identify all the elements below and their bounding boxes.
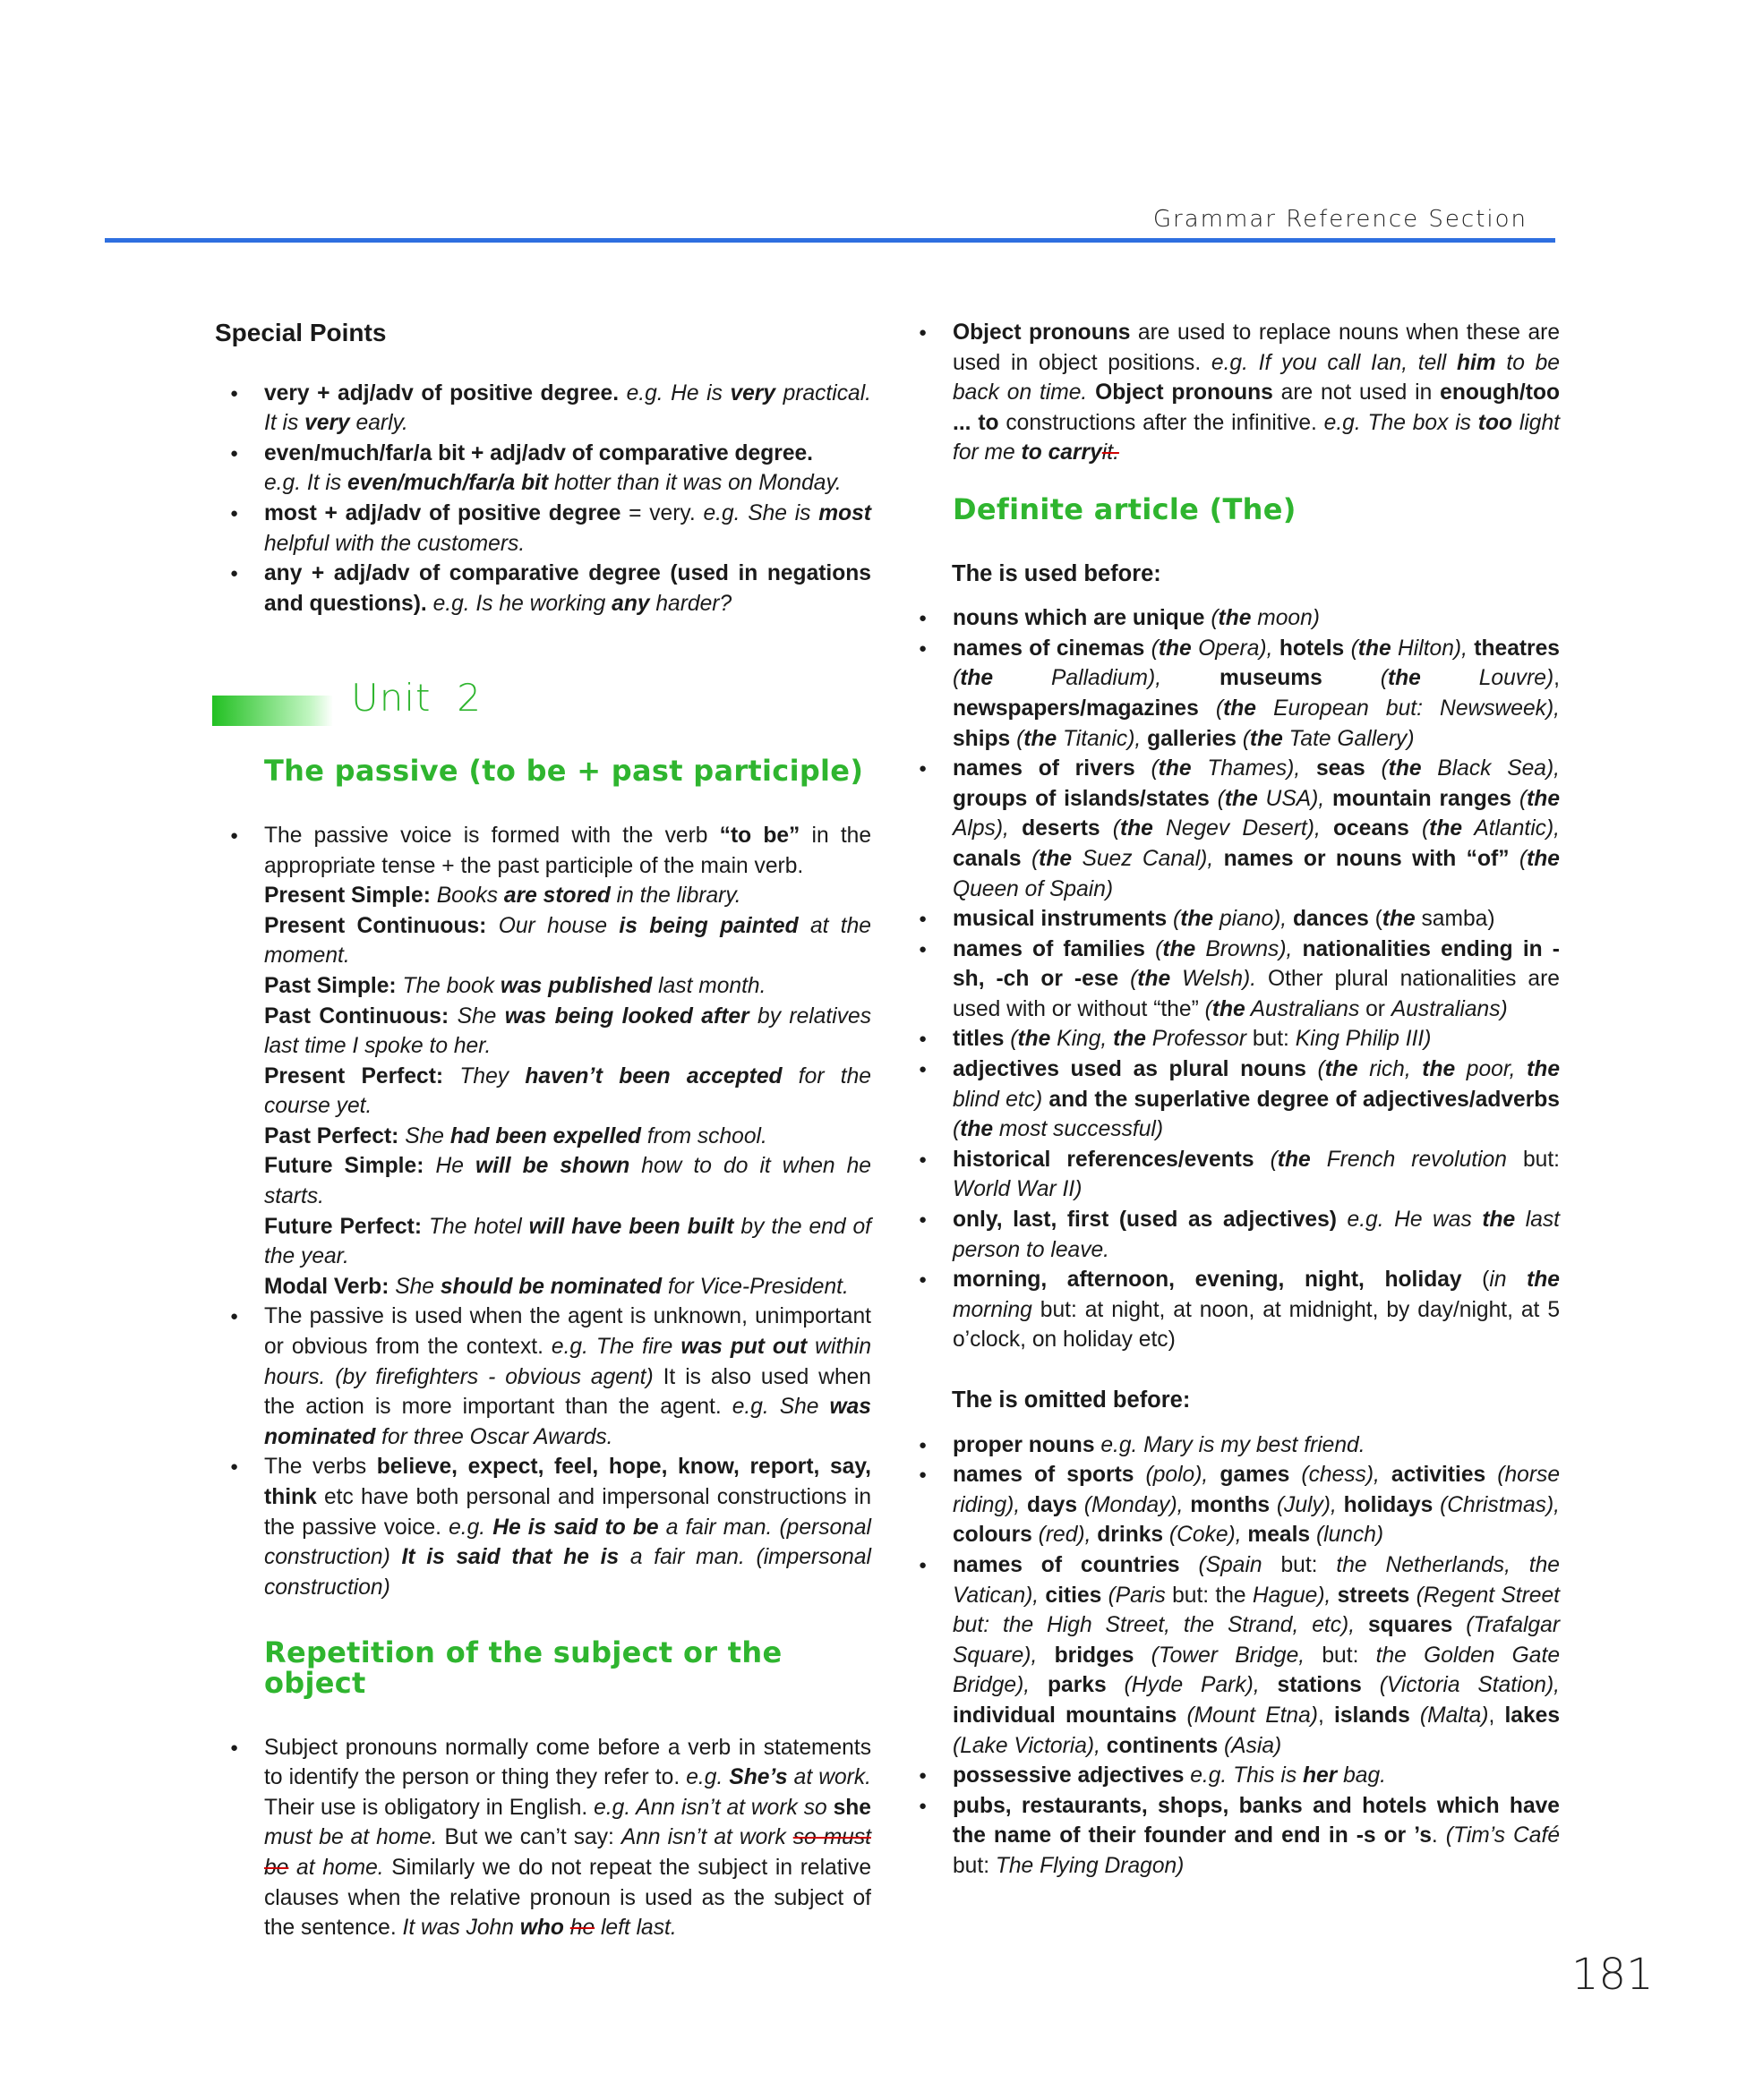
list-item: ● names of rivers (the Thames), seas (the Black Sea), groups of islands/states (the USA), mountain ranges (the Alps), deserts (the Negev Desert), oceans (the Atlantic), canals (the Suez Canal), names or nouns with “of” (the Queen of Spain) <box>903 754 1560 904</box>
repetition-heading: Repetition of the subject or the object <box>264 1635 783 1700</box>
tense-example: Present Continuous: Our house is being painted at the moment. <box>264 913 871 969</box>
list-item: ● most + adj/adv of positive degree = very. e.g. She is most helpful with the customers. <box>215 499 871 559</box>
omitted-before-label: The is omitted before: <box>952 1387 1191 1413</box>
list-item: ● nouns which are unique (the moon) <box>903 603 1560 634</box>
unit-title: Unit 2 <box>351 676 482 721</box>
tense-example: Past Perfect: She had been expelled from school. <box>264 1123 767 1148</box>
unit-banner <box>212 676 871 737</box>
passive-list <box>215 821 871 1602</box>
list-item: ● any + adj/adv of comparative degree (used in negations and questions). e.g. Is he working any harder? <box>215 559 871 619</box>
list-item: ● The verbs believe, expect, feel, hope, know, report, say, think etc have both personal and impersonal constructions in the passive voice. e.g. He is said to be a fair man. (personal construction) It is said that he is a fair man. (impersonal construction) <box>215 1452 871 1602</box>
tense-example: Future Simple: He will be shown how to do it when he starts. <box>264 1154 871 1209</box>
struck-out-text: so must be <box>264 1825 871 1880</box>
special-points-list <box>215 379 871 619</box>
tense-example: Past Continuous: She was being looked after by relatives last time I spoke to her. <box>264 1003 871 1059</box>
passive-heading: The passive (to be + past participle) <box>264 754 864 789</box>
header-rule <box>105 238 1555 243</box>
list-item: ● pubs, restaurants, shops, banks and hotels which have the name of their founder and end in -s or ’s. (Tim’s Café but: The Flying Dragon) <box>903 1791 1560 1882</box>
tense-example: Present Perfect: They haven’t been accepted for the course yet. <box>264 1063 871 1119</box>
list-item: ● Object pronouns are used to replace nouns when these are used in object positions. e.g. If you call Ian, tell him to be back on time. Object pronouns are not used in enough/too ... to constructions after the infinitive. e.g. The box is too light for me to carryit. <box>903 318 1560 468</box>
list-item: ● morning, afternoon, evening, night, holiday (in the morning but: at night, at noon, at midnight, by day/night, at 5 o’clock, on holiday etc) <box>903 1265 1560 1355</box>
list-item: ● names of families (the Browns), nationalities ending in -sh, -ch or -ese (the Welsh). Other plural nationalities are used with or without “the” (the Australians or Australians) <box>903 935 1560 1025</box>
page-number: 181 <box>1571 1950 1654 2000</box>
section-header-title: Grammar Reference Section <box>1152 206 1528 233</box>
tense-example: Modal Verb: She should be nominated for Vice-President. <box>264 1274 849 1299</box>
right-column <box>903 318 1560 1882</box>
tense-example: Past Simple: The book was published last month. <box>264 973 766 998</box>
used-before-label: The is used before: <box>952 560 1161 586</box>
object-pronouns-list <box>903 318 1560 468</box>
list-item: ● Subject pronouns normally come before a verb in statements to identify the person or thing they refer to. e.g. She’s at work. Their use is obligatory in English. e.g. Ann isn’t at work so she must be at home. But we can’t say: Ann isn’t at work so must be at home. Similarly we do not repeat the subject in relative clauses when the relative pronoun is used as the subject of the sentence. It was John who he left last. <box>215 1733 871 1943</box>
tense-example: Present Simple: Books are stored in the library. <box>264 884 741 909</box>
list-item: ● even/much/far/a bit + adj/adv of comparative degree. e.g. It is even/much/far/a bit hotter than it was on Monday. <box>215 439 871 499</box>
list-item: ● names of cinemas (the Opera), hotels (the Hilton), theatres (the Palladium), museums (the Louvre), newspapers/magazines (the European but: Newsweek), ships (the Titanic), galleries (the Tate Gallery) <box>903 634 1560 754</box>
unit-gradient-bar <box>212 696 333 726</box>
list-item: ● musical instruments (the piano), dances (the samba) <box>903 904 1560 935</box>
list-item: ● titles (the King, the Professor but: King Philip III) <box>903 1024 1560 1054</box>
list-item: ● historical references/events (the French revolution but: World War II) <box>903 1145 1560 1205</box>
omitted-before-list <box>903 1430 1560 1882</box>
list-item: ● names of countries (Spain but: the Netherlands, the Vatican), cities (Paris but: the Hague), streets (Regent Street but: the High Street, the Strand, etc), squares (Trafalgar Square), bridges (Tower Bridge, but: the Golden Gate Bridge), parks (Hyde Park), stations (Victoria Station), individual mountains (Mount Etna), islands (Malta), lakes (Lake Victoria), continents (Asia) <box>903 1550 1560 1761</box>
special-points-heading: Special Points <box>215 319 387 346</box>
repetition-list <box>215 1733 871 1943</box>
list-item: ● very + adj/adv of positive degree. e.g. He is very practical. It is very early. <box>215 379 871 439</box>
struck-out-text: it. <box>1101 440 1119 465</box>
list-item: ● The passive is used when the agent is unknown, unimportant or obvious from the context. e.g. The fire was put out within hours. (by firefighters - obvious agent) It is also used when the action is more important than the agent. e.g. She was nominated for three Oscar Awards. <box>215 1302 871 1452</box>
list-item: ● adjectives used as plural nouns (the rich, the poor, the blind etc) and the superlative degree of adjectives/adverbs (the most successful) <box>903 1054 1560 1145</box>
struck-out-text: he <box>569 1916 595 1941</box>
list-item: ● The passive voice is formed with the verb “to be” in the appropriate tense + the past participle of the main verb. Present Simple: Books are stored in the library. Present Continuous: Our house is being painted at the moment. Past Simple: The book was published last month. Past Continuous: She was being looked after by relatives last time I spoke to her. Present Perfect: They haven’t been accepted for the course yet. Past Perfect: She had been expelled from school. Future Simple: He will be shown how to do it when he starts. Future Perfect: The hotel will have been built by the end of the year. Modal Verb: She should be nominated for Vice-President. <box>215 821 871 1302</box>
list-item: ● names of sports (polo), games (chess), activities (horse riding), days (Monday), months (July), holidays (Christmas), colours (red), drinks (Coke), meals (lunch) <box>903 1460 1560 1550</box>
list-item: ● only, last, first (used as adjectives) e.g. He was the last person to leave. <box>903 1205 1560 1265</box>
list-item: ● proper nouns e.g. Mary is my best friend. <box>903 1430 1560 1461</box>
tense-example: Future Perfect: The hotel will have been built by the end of the year. <box>264 1214 872 1269</box>
left-column <box>215 318 871 1943</box>
used-before-list <box>903 603 1560 1355</box>
definite-article-heading: Definite article (The) <box>953 491 1297 526</box>
list-item: ● possessive adjectives e.g. This is her bag. <box>903 1761 1560 1791</box>
